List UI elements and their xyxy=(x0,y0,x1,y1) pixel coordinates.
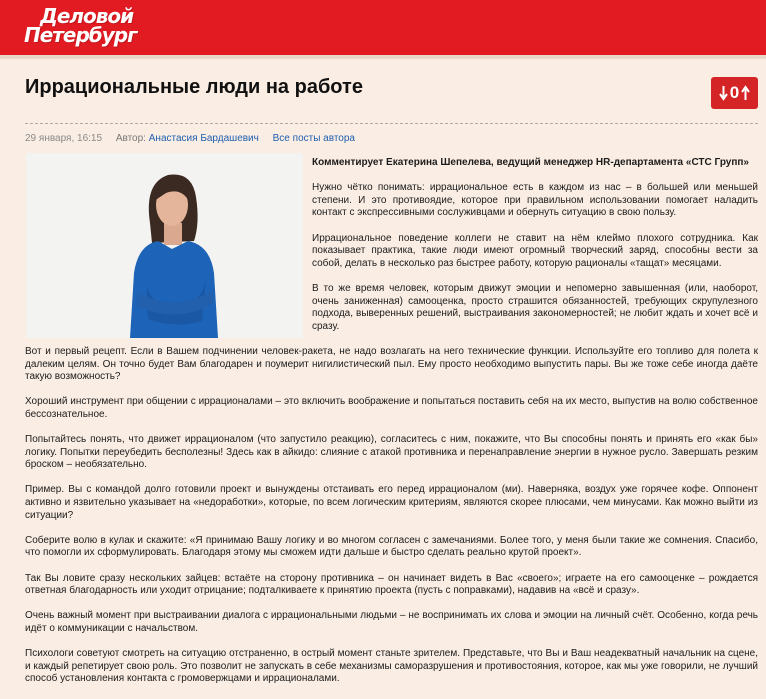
site-logo[interactable] xyxy=(24,4,164,49)
article-paragraph: Иррациональное поведение коллеги не ставит на нём клеймо плохого сотрудника. Как показывает практика, такие люди имеют огромный творческий заряд, способны вести за собой, делать в несколько раз быстрее работу, которую рационалы «тащат» месяцами. xyxy=(312,232,758,269)
lead-paragraph: Комментирует Екатерина Шепелева, ведущий менеджер HR-департамента «СТС Групп» xyxy=(312,157,749,168)
rating-widget[interactable] xyxy=(711,77,758,109)
site-header xyxy=(0,0,766,55)
arrow-up-icon[interactable] xyxy=(741,85,750,101)
article-paragraph: Соберите волю в кулак и скажите: «Я принимаю Вашу логику и во многом согласен с замечаниями. Более того, у меня были такие же сомнения. Спасибо, что помогли их сформулировать. Благодаря этому мы сможем идти дальше и быстро сделать реально крутой проект». xyxy=(25,534,758,559)
article-paragraph: Нужно чётко понимать: иррациональное есть в каждом из нас – в большей или меньшей степени. И это противоядие, которое при правильном использовании помогает наладить контакт с экспрессивными сослуживцами и обернуть ситуацию в свою пользу. xyxy=(312,182,758,219)
all-posts-link[interactable]: Все посты автора xyxy=(272,133,355,144)
article-paragraph: Пример. Вы с командой долго готовили проект и вынуждены отстаивать его перед иррационалом (ми). Наверняка, воздух уже горячее кофе. Оппонент активно и язвительно указывает на «недоработки», которые, по всем логическим критериям, являются скорее плюсами, чем минусами. Как можно выйти из ситуации? xyxy=(25,484,758,521)
arrow-down-icon[interactable] xyxy=(719,85,728,101)
article-paragraph: Так Вы ловите сразу нескольких зайцев: встаёте на сторону противника – он начинает видеть в Вас «своего»; играете на его самооценке – рождается ответная благодарность или уходит отрицание; подталкиваете к принятию проекта (пусть с поправками), надавив на «всё и сразу». xyxy=(25,572,758,597)
article-paragraph: Очень важный момент при выстраивании диалога с иррациональными людьми – не воспринимать их слова и эмоции на личный счёт. Особенно, когда речь идёт о коммуникации с начальством. xyxy=(25,610,758,634)
rating-value: 0 xyxy=(729,83,740,102)
author-link[interactable]: Анастасия Бардашевич xyxy=(148,133,259,144)
article-title: Иррациональные люди на работе xyxy=(25,76,363,98)
publish-date: 29 января, 16:15 xyxy=(25,133,103,144)
article-meta xyxy=(25,133,355,144)
author-label: Автор: xyxy=(115,133,146,144)
article-paragraph: В то же время человек, которым движут эмоции и непомерно завышенная (или, наоборот, очень заниженная) самооценка, просто страшится обязанностей, требующих скрупулезного подхода, выверенных решений, выстраивания закономерностей; не любит ждать и хочет всё и сразу. xyxy=(312,282,758,332)
logo-line-1: Деловой xyxy=(40,4,134,28)
article-paragraph: Хороший инструмент при общении с иррационалами – это включить воображение и попытаться поставить себя на их место, выпустив на волю собственное бессознательное. xyxy=(25,396,758,420)
header-divider xyxy=(0,55,766,59)
logo-line-2: Петербург xyxy=(24,23,137,47)
article-paragraph: Вот и первый рецепт. Если в Вашем подчинении человек-ракета, не надо возлагать на него технические функции. Используйте его топливо для полета к далеким целям. Он точно будет Вам благодарен и поумерит нигилистический пыл. Ему просто необходимо выпустить пары. Вы же тоже себе иногда даёте такую возможность? xyxy=(25,345,758,383)
photo-spacer xyxy=(25,157,312,343)
title-separator xyxy=(25,123,758,124)
article-paragraph: Попытайтесь понять, что движет иррационалом (что запустило реакцию), согласитесь с ним, покажите, что Вы способны понять и принять его «как бы» логику. Попытки переубедить бесполезны! Здесь как в айкидо: слияние с атакой противника и перенаправление энергии в нужное русло. Завершать резким броском – необязательно. xyxy=(25,434,758,471)
article-body xyxy=(25,157,758,699)
article-paragraph: Психологи советуют смотреть на ситуацию отстраненно, в острый момент станьте зрителем. Представьте, что Вы и Ваш неадекватный начальник на сцене, и каждый репетирует свою роль. Это позволит не запускать в себе механизмы саморазрушения и противостояния, которое, как мы уже говорили, не лучший способ установления контакта с громовержцами и иррационалами. xyxy=(25,648,758,685)
